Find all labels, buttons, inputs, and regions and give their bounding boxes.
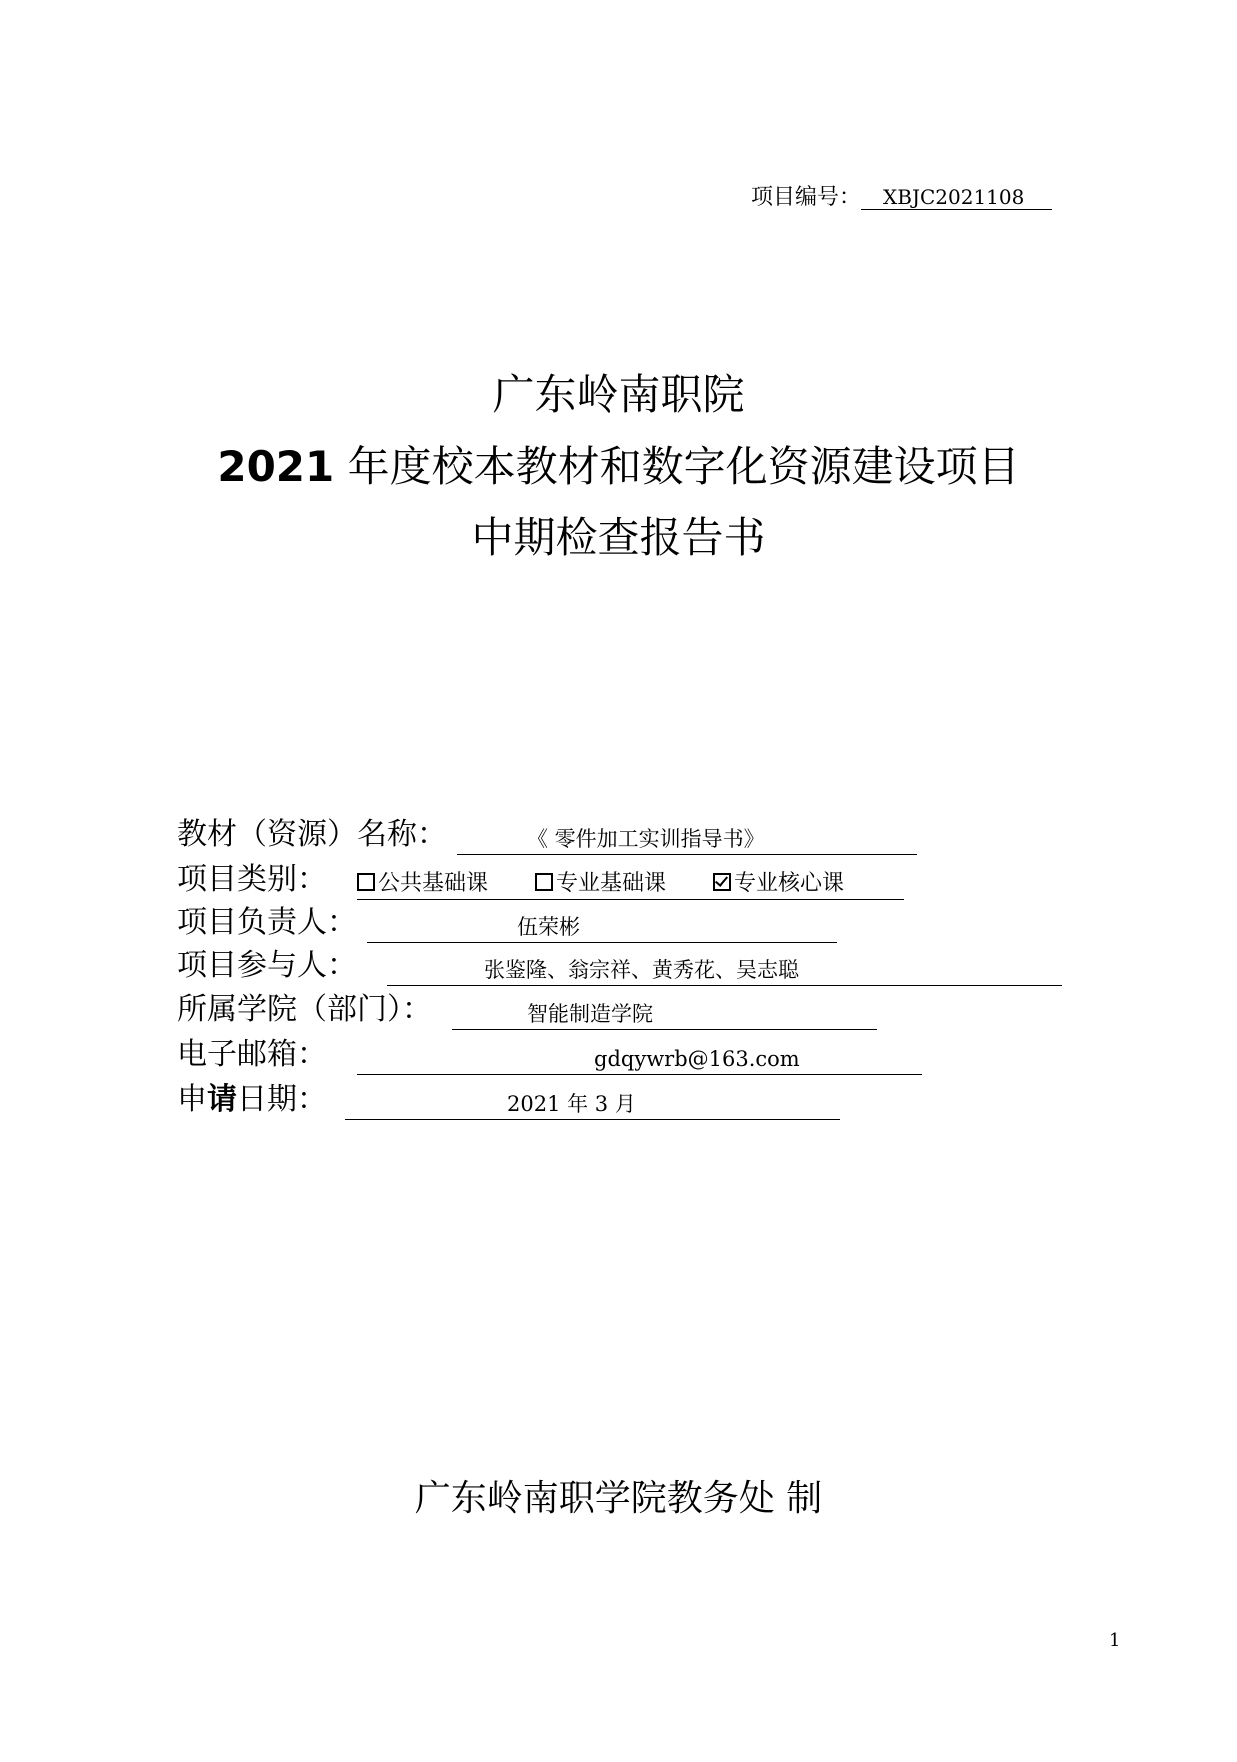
title-line-2 (0, 434, 1237, 494)
field-category (177, 860, 904, 900)
category-option-label: 专业核心课 (734, 871, 845, 896)
date-label-part: 申 (177, 1082, 207, 1117)
date-label-part: 日期： (237, 1082, 327, 1117)
date-label-part: 请 (207, 1082, 237, 1117)
field-email (177, 1035, 922, 1075)
title-year: 2021 (217, 442, 335, 491)
field-material-name (177, 815, 917, 855)
category-label: 项目类别： (177, 862, 327, 897)
material-name-value: 《 零件加工实训指导书》 (457, 824, 917, 855)
material-name-label: 教材（资源）名称： (177, 817, 447, 852)
participants-label: 项目参与人： (177, 948, 357, 983)
checked-checkbox-icon[interactable] (713, 873, 731, 891)
category-options (357, 869, 904, 900)
category-option-label: 专业基础课 (556, 871, 667, 896)
project-number-value: XBJC2021108 (861, 185, 1052, 210)
title-line-1: 广东岭南职院 (492, 370, 745, 419)
footer-issuer: 广东岭南职学院教务处 制 (414, 1478, 823, 1519)
category-option-major-core[interactable] (713, 869, 844, 899)
field-college (177, 990, 877, 1030)
project-number (751, 180, 1052, 211)
category-option-major-basic[interactable] (535, 869, 666, 899)
participants-value: 张鉴隆、翁宗祥、黄秀花、吴志聪 (387, 955, 1062, 986)
date-label (177, 1080, 327, 1120)
title-line-3: 中期检查报告书 (471, 513, 766, 562)
college-label: 所属学院（部门）： (177, 992, 432, 1027)
project-number-label: 项目编号： (751, 185, 862, 210)
college-value: 智能制造学院 (452, 999, 877, 1030)
page-number: 1 (1109, 1630, 1121, 1651)
email-label: 电子邮箱： (177, 1037, 327, 1072)
field-participants (177, 946, 1062, 986)
field-date (177, 1080, 840, 1120)
leader-label: 项目负责人： (177, 905, 357, 940)
email-value: gdqywrb@163.com (357, 1044, 922, 1075)
checkbox-icon[interactable] (535, 873, 553, 891)
title-line-2-text: 年度校本教材和数字化资源建设项目 (334, 442, 1020, 491)
leader-value: 伍荣彬 (367, 912, 837, 943)
category-option-label: 公共基础课 (378, 871, 489, 896)
field-leader (177, 903, 837, 943)
date-value: 2021 年 3 月 (345, 1089, 840, 1120)
category-option-public-basic[interactable] (357, 869, 488, 899)
checkbox-icon[interactable] (357, 873, 375, 891)
